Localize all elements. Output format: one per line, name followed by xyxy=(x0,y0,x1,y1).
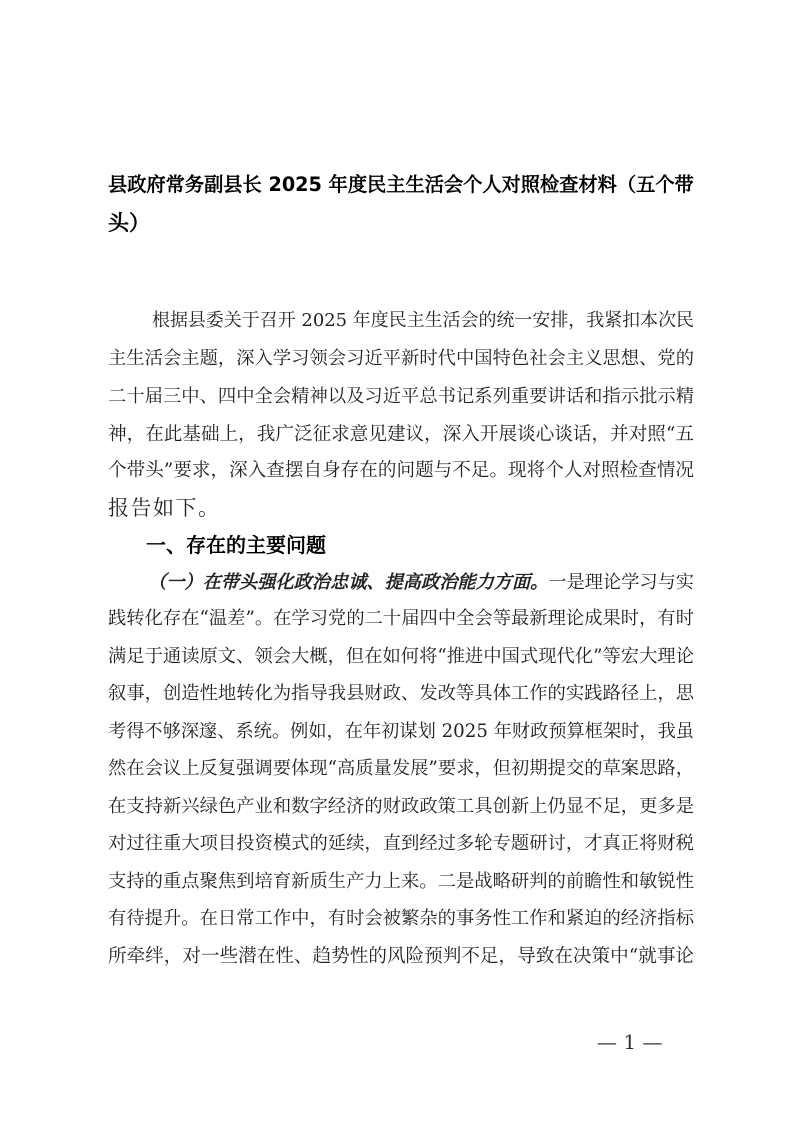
subsection-lead: （一）在带头强化政治忠诚、提高政治能力方面。 xyxy=(148,572,549,593)
intro-line: 神，在此基础上，我广泛征求意见建议，深入开展谈心谈话，并对照“五 xyxy=(108,424,694,445)
intro-line: 根据县委关于召开 2025 年度民主生活会的统一安排，我紧扣本次民 xyxy=(152,310,694,331)
body-line: 满足于通读原文、领会大概，但在如何将“推进中国式现代化”等宏大理论 xyxy=(108,646,694,667)
body-line: 然在会议上反复强调要体现“高质量发展”要求，但初期提交的草案思路， xyxy=(108,758,694,779)
body-line: 践转化存在“温差”。在学习党的二十届四中全会等最新理论成果时，有时 xyxy=(108,608,694,629)
body-line: 所牵绊，对一些潜在性、趋势性的风险预判不足，导致在决策中“就事论 xyxy=(108,946,694,967)
subsection-first-line xyxy=(148,564,694,601)
intro-line: 报告如下。 xyxy=(108,496,221,520)
body-line: 考得不够深邃、系统。例如，在年初谋划 2025 年财政预算框架时，我虽 xyxy=(108,721,694,742)
subsection-first-line-rest: 一是理论学习与实 xyxy=(548,572,694,593)
intro-line: 主生活会主题，深入学习领会习近平新时代中国特色社会主义思想、党的 xyxy=(108,348,694,369)
intro-line: 二十届三中、四中全会精神以及习近平总书记系列重要讲话和指示批示精 xyxy=(108,386,694,407)
page-number: — 1 — xyxy=(597,1030,663,1054)
body-line: 在支持新兴绿色产业和数字经济的财政政策工具创新上仍显不足，更多是 xyxy=(108,796,694,817)
body-line: 叙事，创造性地转化为指导我县财政、发改等具体工作的实践路径上，思 xyxy=(108,683,694,704)
body-line: 有待提升。在日常工作中，有时会被繁杂的事务性工作和紧迫的经济指标 xyxy=(108,908,694,929)
document-title xyxy=(108,166,698,242)
intro-line: 个带头”要求，深入查摆自身存在的问题与不足。现将个人对照检查情况 xyxy=(108,460,694,481)
body-line: 支持的重点聚焦到培育新质生产力上来。二是战略研判的前瞻性和敏锐性 xyxy=(108,871,694,892)
section-heading: 一、存在的主要问题 xyxy=(146,533,326,557)
title-line: 县政府常务副县长 2025 年度民主生活会个人对照检查材料（五个带 xyxy=(108,173,694,196)
body-line: 对过往重大项目投资模式的延续，直到经过多轮专题研讨，才真正将财税 xyxy=(108,833,694,854)
title-line: 头） xyxy=(108,211,150,235)
